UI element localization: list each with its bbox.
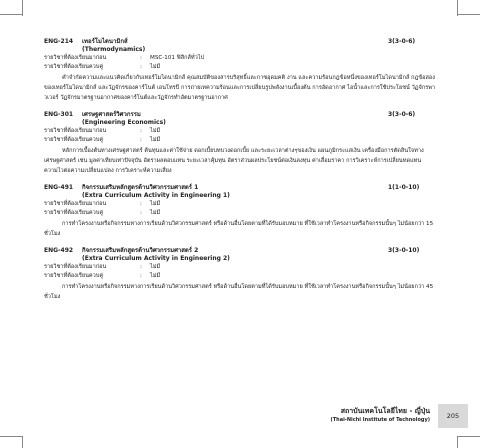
course-header [44,38,436,54]
prerequisite-label: รายวิชาที่ต้องเรียนมาก่อน [44,201,107,207]
institute-names [330,406,430,423]
prerequisite-value: ไม่มี [150,264,161,270]
corequisite-row [44,136,436,145]
corequisite-value: ไม่มี [150,209,161,216]
institute-name-th: สถาบันเทคโนโลยีไทย - ญี่ปุ่น [340,407,430,415]
corequisite-label: รายวิชาที่ต้องเรียนควบคู่ [44,272,104,279]
course-description: คำจำกัดความและแนวคิดเกี่ยวกับเทอร์โมไดนามิกส์ คุณสมบัติของสารบริสุทธิ์และกาซอุดมคติ งาน และความร้อนกฎข้อหนึ่งของเทอร์โมไดนามิกส์ กฎข้อสองของเทอร์โมไดนามิกส์ และวัฏจักรของคาร์โนต์ เอนโทรปี การถ่ายเทความร้อนและการเปลี่ยนรูปพลังงานเบื้องต้น การอัดอากาศ ไอน้ำและการใช้ประโยชน์ วัฏจักรพาวเวอร์ วัฏจักรมาตรฐานอากาศของคาร์โนต์และวัฏจักรทำอัตมาตรฐานอากาศ [44,75,436,101]
prerequisite-row [44,127,436,136]
prerequisite-row [44,200,436,209]
course-header [44,247,436,263]
course-credit: 3(3-0-6) [388,38,416,45]
course-credit: 3(3-0-6) [388,111,416,118]
colon: : [140,209,142,216]
colon: : [140,63,142,70]
corequisite-value: ไม่มี [150,63,161,70]
course-description: การทำโครงงานหรือกิจกรรมทางการเรียนด้านวิศวกรรมศาสตร์ หรือด้านอื่นโดยตามที่ได้รับมอบหมาย ที่ใช้เวลาทำโครงงานหรือกิจกรรมนั้นๆ ไม่น้อยกว่า 15 ชั่วโมง [44,221,434,237]
prerequisite-row [44,54,436,63]
course-code: ENG-491 [44,184,74,191]
crop-mark [457,0,458,16]
corequisite-row [44,272,436,281]
colon: : [140,55,142,61]
course-title-th: เศรษฐศาสตร์วิศวกรรม [82,111,141,118]
course-title-en: (Thermodynamics) [82,46,146,53]
colon: : [140,201,142,207]
course-list [44,38,436,306]
course-title-en: (Extra Curriculum Activity in Engineering 2) [82,255,230,262]
corequisite-row [44,63,436,72]
prerequisite-label: รายวิชาที่ต้องเรียนมาก่อน [44,55,107,61]
course-header [44,184,436,200]
course-code: ENG-492 [44,247,74,254]
course-title-en: (Extra Curriculum Activity in Engineering 1) [82,192,230,199]
course-titles [82,111,388,127]
course-entry [44,184,436,239]
corequisite-value: ไม่มี [150,136,161,143]
course-title-en: (Engineering Economics) [82,119,166,126]
course-title-th: กิจกรรมเสริมหลักสูตรด้านวิศวกรรมศาสตร์ 2 [82,247,199,254]
page-number: 205 [438,404,468,428]
course-titles [82,38,388,54]
corequisite-value: ไม่มี [150,272,161,279]
course-entry [44,111,436,176]
corequisite-row [44,209,436,218]
course-entry [44,38,436,103]
course-title-th: เทอร์โมไดนามิกส์ [82,38,128,45]
crop-mark [0,436,22,437]
crop-mark [22,0,23,16]
crop-mark [457,436,458,448]
corequisite-label: รายวิชาที่ต้องเรียนควบคู่ [44,209,104,216]
corequisite-label: รายวิชาที่ต้องเรียนควบคู่ [44,63,104,70]
course-code: ENG-301 [44,111,74,118]
course-description: หลักการเบื้องต้นทางเศรษฐศาสตร์ ต้นทุนและค่าใช้จ่าย ดอกเบี้ยบทบวงดอกเบี้ย และระยะเวลาต่างๆของเงิน แผนภูมิกระแสเงิน เครื่องมือการตัดสินใจทางเศรษฐศาสตร์ เช่น มูลค่าเทียบเท่าปัจจุบัน อัตราผลตอบแทน ระยะเวลาคุ้มทุน อัตราส่วนผลประโยชน์ต่อเงินลงทุน ค่าเสื่อมราคา การวิเคราะห์การเปลี่ยนทดแทน ความไวต่อความเปลี่ยนแปลง การวิเคราะห์ความเสี่ยง [44,148,424,174]
course-credit: 1(1-0-10) [388,184,420,191]
prerequisite-label: รายวิชาที่ต้องเรียนมาก่อน [44,264,107,270]
course-titles [82,247,388,263]
course-credit: 3(3-0-10) [388,247,420,254]
prerequisite-row [44,263,436,272]
page-footer [320,404,470,428]
prerequisite-value: MSC-101 ฟิสิกส์ทั่วไป [150,55,205,61]
course-title-th: กิจกรรมเสริมหลักสูตรด้านวิศวกรรมศาสตร์ 1 [82,184,199,191]
colon: : [140,264,142,270]
crop-mark [458,14,480,15]
crop-mark [22,436,23,448]
crop-mark [0,14,22,15]
course-titles [82,184,388,200]
course-code: ENG-214 [44,38,74,45]
course-entry [44,247,436,302]
colon: : [140,272,142,279]
course-header [44,111,436,127]
course-description: การทำโครงงานหรือกิจกรรมทางการเรียนด้านวิศวกรรมศาสตร์ หรือด้านอื่นโดยตามที่ได้รับมอบหมาย ที่ใช้เวลาทำโครงงานหรือกิจกรรมนั้นๆ ไม่น้อยกว่า 45 ชั่วโมง [44,284,434,300]
prerequisite-value: ไม่มี [150,128,161,134]
colon: : [140,128,142,134]
corequisite-label: รายวิชาที่ต้องเรียนควบคู่ [44,136,104,143]
institute-name-en: (Thai-Nichi Institute of Technology) [330,417,430,423]
crop-mark [458,436,480,437]
prerequisite-label: รายวิชาที่ต้องเรียนมาก่อน [44,128,107,134]
colon: : [140,136,142,143]
prerequisite-value: ไม่มี [150,201,161,207]
